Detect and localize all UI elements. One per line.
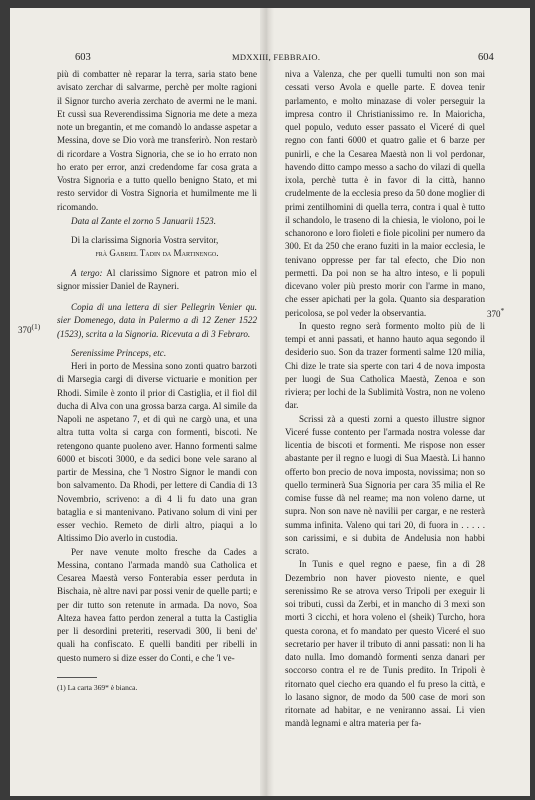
letter-heading: Copia di una lettera di sier Pellegrin Venier qu. sier Domenego, data in Palermo a dì 12 Zener 1522 (1523), scrita a la Signoria. Ricevuta a dì 3 Febraro. [57, 302, 257, 339]
paragraph: In Tunis e quel regno e paese, fin a dì 28 Dezembrio non haver piovesto niente, e quel serenissimo Re se atrova verso Tripoli per exeguir li soi tributi, cussì da Zerbi, et in mancho di 3 mexi son morti 3 cicchi, et hora voleno el (sheik) Turcho, hora questa corona, et fo mandato per questo Viceré el suo secretario per haver il tributo di anni passati: non li ha dato nulla. Imo domandò formenti senza danari per soccorso contra el re de Tunis predito. In Tripoli è ritornato quel ciecho era quando el fu preso la città, e lo lasano signor, de modo da 500 case de mori son ritornate ad habitar, e ne veniranno assai. Li vien mandà legnami e altra materia per fa- [285, 559, 485, 729]
address-note [57, 267, 257, 294]
paragraph: Scrissi zà a questi zorni a questo illustre signor Viceré fusse contento per l'armada nostra volesse dar licentia de biscoti et formenti. Me rispose non esser abastante per il regno e luogi di Sua Maestà. Li hanno offerto bon precio de nova imposta, novissima; non so quello terminerà Sua Signoria per cara 35 milia el Re comise fusse dà nel reame; ma non voleno darne, ut supra. Non son nave nè navilii per cargar, e ne resterà summa infinita. Valeno qui tari 20, di fuora in . . . . . son carissimi, e si dubita de Andelusia non habbi scrato. [285, 413, 485, 556]
paragraph: Heri in porto de Messina sono zonti quatro barzoti di Marsegia cargi di diverse victuarie e monition per Rhodi. Simile è zonto il prior di Castiglia, et il fiol dil ducha di Alva con una grossa barza carga. Al simile da Napoli ne aspetano 7, et di quì ne cargò una, et una altra tutta volta si carga con formenti, biscoti. Ne retengono quante puoleno aver. Hanno formenti salme 6000 et biscoti 3000, e da sedici bone vele sarano al partir de Messina, che 'l Nostro Signor le mandi con bon salvamento. Da Rhodi, per lettere di Candia di 13 Novembrio, scriveno: a dì 4 li fu dato una gran bataglia e si mantenivano. Pativano solum di vini per esser vechio. Remeto de dirli altro, piaqui a lo Altissimo Dio averlo in custodia. [57, 361, 257, 544]
left-column [57, 68, 257, 694]
page-number-right: 604 [478, 52, 494, 63]
margin-folio-sup: * [500, 306, 505, 315]
signature-line: Di la clarissima Signoria Vostra servitor, [71, 235, 219, 245]
book-spine-fold [260, 8, 274, 796]
footnote-divider [57, 677, 97, 678]
margin-folio-sup: (1) [31, 322, 41, 331]
tergo-label: A tergo: [71, 267, 103, 278]
signature-name: frà Gabriel Tadin da Martinengo. [95, 248, 219, 259]
margin-folio-right [487, 306, 504, 319]
tergo-text: Al clarissimo Signore et patron mio el signor missier Daniel de Rayneri. [57, 267, 257, 291]
footnote: (1) La carta 369* è bianca. [57, 682, 138, 692]
paragraph: più di combatter nè reparar la terra, saria stato bene avisato zerchar di salvarme, perchè per molte ragioni il Signor turcho averia zerchato de avermi ne le mani. Et cussì sua Reverendissima Signoria me dete a meza note un bregantin, et me comandò lo andasse aspetar a Messina, dove se Dio vorà me transferirò. Non restarò di ricordare a Vostra Signoria, che se io ho errato non ho erato per error, anzi credendome far cosa grata a Vostra Signoria e a tutto quello benigno Stato, et mi resto servidor di Vostra Signoria et humilmente me li ricomando. [57, 69, 257, 212]
margin-folio-left [18, 322, 40, 335]
paragraph: In questo regno serà formento molto più de li tempi et anni passati, et hanno hauto aqua segondo il desiderio suo. Son da trazer formenti salme 120 milia, Chi dize le trate sia sperte con tari 4 de nova imposta per luogi de Sua Catholica Maestà, Zenoa e son riviera; per lochi de la Sublimità Vostra, non ne voleno dar. [285, 320, 485, 411]
page-number-left: 603 [75, 52, 91, 63]
paragraph: niva a Valenza, che per quelli tumulti non son mai cessati verso Avola e quelle parte. E dovea tenir parlamento, e molto minazase di voler perseguir la impresa contro il Christianissimo re. In Maioricha, quel populo, veduto esser passato el Viceré di quel regno con fanti 6000 et quatro galìe et 6 barze per punirli, e che la Cesarea Maestà non li vol perdonar, havendo ditto campo messo a sacho do vilazi di quella ixola, perchè tutta è in favor di la città, hanno crudelmente de la ecclesia preso da 50 done moglier di primi zentilhomini di quella terra, contra i qual è tutto il schandolo, le traseno di la chiesia, le violono, poi le schanorono e loro fioleti e fiole picolini per numero da 300. Et da 250 che erano fuziti in la maior ecclesia, le tenivano oppresse per far tal efecto, che Dio non permetti. Da poi non se ha altro inteso, e li populi dicevano voler più presto morir con l'arme in mano, che esser apichati per la gola. Quanto sia desparation pericolosa, se pol veder la observantia. [285, 69, 485, 318]
letter-date: Data al Zante el zorno 5 Januarii 1523. [71, 215, 216, 226]
right-column [285, 68, 485, 731]
margin-folio-number: 370 [18, 325, 32, 335]
salutation: Serenissime Princeps, etc. [71, 347, 167, 358]
margin-folio-number: 370 [487, 309, 501, 319]
paragraph: Per nave venute molto fresche da Cades a Messina, contano l'armada mandò sua Catholica et Cesarea Maestà verso Fonterabia esser perduta in Bischaia, nè altre navi par possi venir de quelle parti; e per dir tutto son retenute in armada. Da novo, Soa Alteza havea fatto perdon zeneral a tutta la Castiglia per li desordini preteriti, reservadi 300, li beni de' quali ha confiscato. E quelli banditi per ribelli in questo numero si dize esser do Conti, e che 'l ve- [57, 546, 257, 663]
running-header: MDXXIII, FEBBRAIO. [232, 52, 321, 62]
